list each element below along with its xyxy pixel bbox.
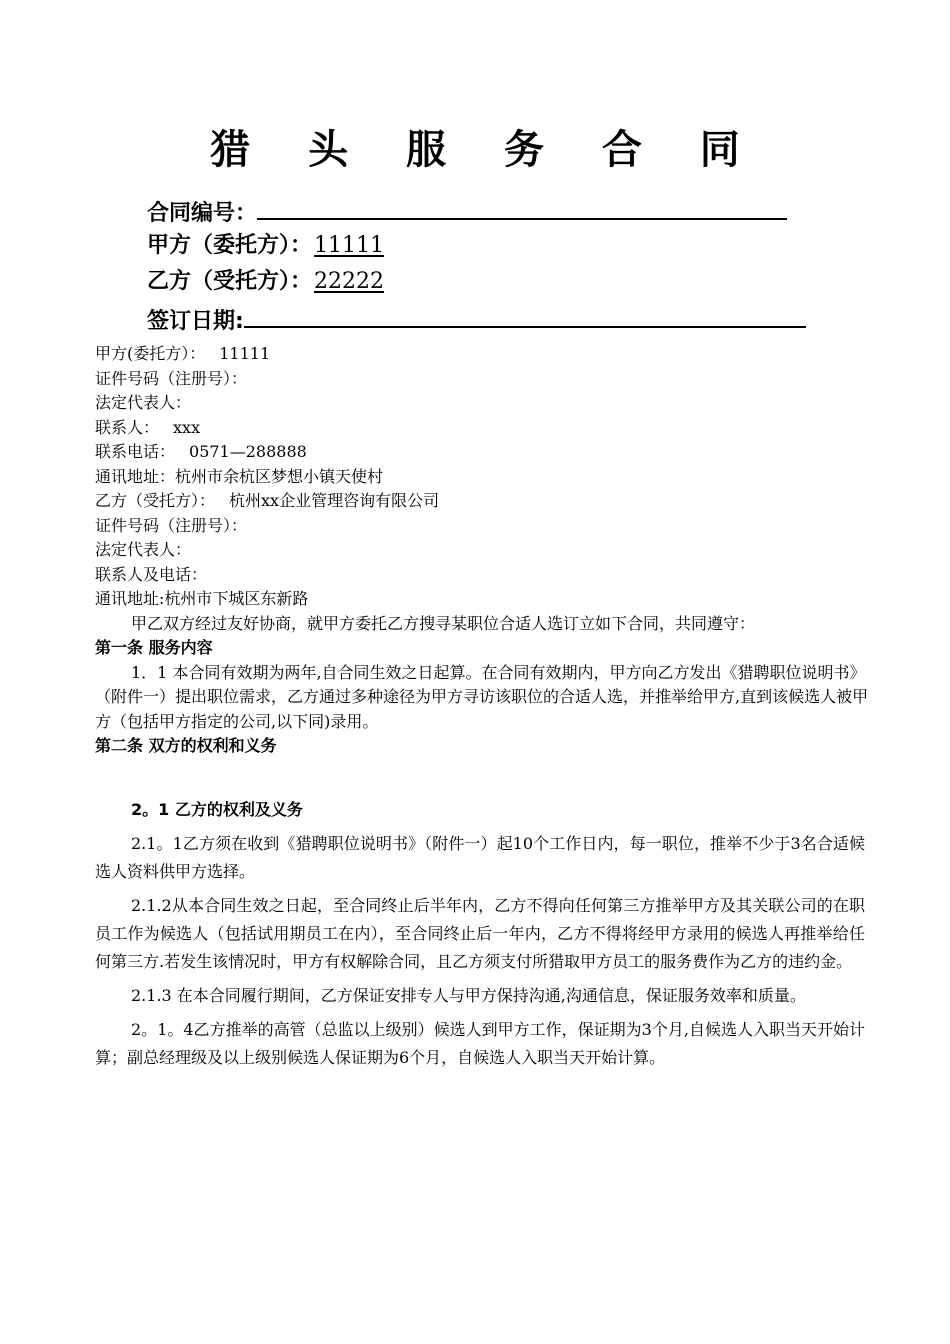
sign-date-row bbox=[147, 304, 806, 337]
party-b-address-line: 通讯地址:杭州市下城区东新路 bbox=[95, 589, 309, 608]
intro-paragraph: 甲乙双方经过友好协商，就甲方委托乙方搜寻某职位合适人选订立如下合同，共同遵守： bbox=[131, 613, 756, 633]
article-2-title: 第二条 双方的权利和义务 bbox=[95, 736, 277, 755]
party-b-contact-line: 联系人及电话： bbox=[95, 564, 208, 584]
clause-2-1-2: 2.1.2从本合同生效之日起，至合同终止后半年内，乙方不得向任何第三方推举甲方及其关联公司的在职员工作为候选人（包括试用期员工在内），至合同终止后一年内，乙方不得将经甲方录用的候选人再推举给任何第三方.若发生该情况时，甲方有权解除合同，且乙方须支付所猎取甲方员工的服务费作为乙方的违约金。 bbox=[95, 896, 865, 971]
article-1-1-paragraph: 1．1 本合同有效期为两年,自合同生效之日起算。在合同有效期内，甲方向乙方发出《猎聘职位说明书》（附件一）提出职位需求，乙方通过多种途径为甲方寻访该职位的合适人选，并推举给甲方,直到该候选人被甲方（包括甲方指定的公司,以下同)录用。 bbox=[95, 662, 869, 731]
article-1-title: 第一条 服务内容 bbox=[95, 638, 213, 657]
party-b-label: 乙方（受托方）： bbox=[147, 269, 313, 294]
clause-2-1-1: 2.1。1乙方须在收到《猎聘职位说明书》（附件一）起10个工作日内，每一职位，推举不少于3名合适候选人资料供甲方选择。 bbox=[95, 834, 865, 881]
party-a-row bbox=[147, 231, 386, 261]
section-2-1-title: 2。1 乙方的权利及义务 bbox=[131, 800, 303, 819]
party-a-value: 11111 bbox=[314, 233, 385, 258]
party-a-label: 甲方（委托方）： bbox=[147, 233, 313, 258]
clause-2-1-3: 2.1.3 在本合同履行期间，乙方保证安排专人与甲方保持沟通,沟通信息，保证服务效率和质量。 bbox=[131, 986, 806, 1005]
party-a-rep-line: 法定代表人： bbox=[95, 393, 192, 412]
party-a-id-line: 证件号码（注册号）： bbox=[95, 368, 248, 388]
contract-number-blank bbox=[257, 196, 787, 220]
party-b-row bbox=[147, 267, 386, 297]
article-2-body bbox=[95, 796, 865, 1078]
party-a-phone-line: 联系电话： 0571—288888 bbox=[95, 442, 307, 461]
party-b-id-line: 证件号码（注册号）： bbox=[95, 515, 248, 535]
party-a-name-line: 甲方(委托方）： 11111 bbox=[95, 344, 271, 363]
contract-number-row bbox=[147, 196, 787, 229]
document-title: 猎 头 服 务 合 同 bbox=[210, 127, 762, 173]
sign-date-blank bbox=[244, 304, 806, 328]
clause-2-1-4: 2。1。4乙方推举的高管（总监以上级别）候选人到甲方工作，保证期为3个月,自候选人入职当天开始计算；副总经理级及以上级别候选人保证期为6个月，自候选人入职当天开始计算。 bbox=[95, 1020, 865, 1067]
party-b-rep-line: 法定代表人： bbox=[95, 540, 192, 559]
party-a-address-line: 通讯地址：杭州市余杭区梦想小镇天使村 bbox=[95, 466, 384, 486]
sign-date-label: 签订日期: bbox=[147, 309, 244, 334]
party-b-name-line: 乙方（受托方）： 杭州xx企业管理咨询有限公司 bbox=[95, 491, 440, 510]
party-info-block bbox=[95, 342, 875, 759]
party-b-value: 22222 bbox=[314, 269, 385, 294]
party-a-contact-line: 联系人： xxx bbox=[95, 417, 201, 437]
contract-number-label: 合同编号： bbox=[147, 201, 258, 226]
